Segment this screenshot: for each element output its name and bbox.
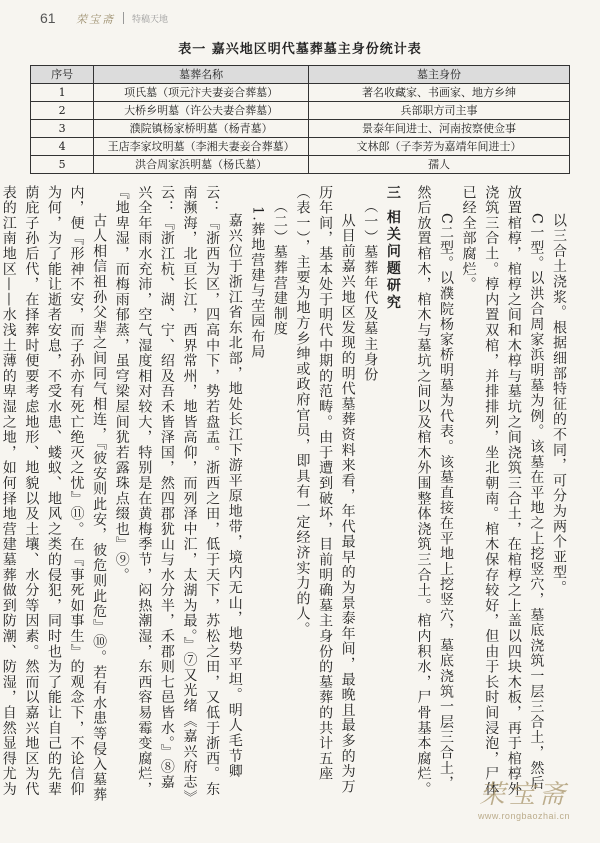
tomb-statistics-table <box>30 65 570 174</box>
page-header <box>0 0 600 34</box>
table-row <box>31 156 570 174</box>
sub-subsection-heading: 1.葬地营建与茔园布局 <box>249 206 266 360</box>
column-header-tomb-name: 墓葬名称 <box>94 66 309 84</box>
watermark-url: www.rongbaozhai.cn <box>477 811 570 821</box>
table-cell: 洪合周家浜明墓（杨氏墓） <box>94 156 309 174</box>
paragraph: 从目前嘉兴地区发现的明代墓葬资料来看，年代最早的为景泰年间，最晚且最多的为万历年间，基本处于明代中期的范畴。由于遭到破坏，目前明确墓主身份的墓葬的共计五座（表一），主要为地方乡绅或政府官员，即具有一定经济实力的人。 <box>294 185 356 795</box>
table-cell: 文林郎（子李芳为嘉靖年间进士） <box>309 138 570 156</box>
table-header-row <box>31 66 570 84</box>
table-cell: 3 <box>31 120 94 138</box>
table-cell: 王店李家坟明墓（李湘夫妻妾合葬墓） <box>94 138 309 156</box>
table-cell: 大桥乡明墓（许公夫妻合葬墓） <box>94 102 309 120</box>
spacer <box>404 185 412 803</box>
table-cell: 濮院镇杨家桥明墓（杨青墓） <box>94 120 309 138</box>
table-row <box>31 120 570 138</box>
header-divider <box>123 12 124 24</box>
table-cell: 景泰年间进士、河南按察使佥事 <box>309 120 570 138</box>
subsection-heading: （一）墓葬年代及墓主身份 <box>362 199 379 383</box>
table-cell: 项氏墓（项元汴夫妻妾合葬墓） <box>94 84 309 102</box>
paragraph: 嘉兴位于浙江省东北部，地处长江下游平原地带，境内无山，地势平坦。明人毛节卿云：『浙西为区，四高中下，势若盘盂。浙西之田，低于天下，苏松之田，又低于浙西。东南濒海，北亘长江，西界常州，地皆高仰，而列泽中汇，太湖为最。』⑦又光绪《嘉兴府志》云：『浙江杭、湖、宁、绍及吾禾皆泽国，然四郡犹山与水分半，禾郡则七邑皆水。』⑧嘉兴全年雨水充沛，空气湿度相对较大，特别是在黄梅季节，闷热潮湿，东西容易霉变腐烂，『地卑湿，而梅雨郁蒸，虽穹梁屋间犹若露珠点缀也』⑨。 <box>113 185 243 799</box>
table-cell: 著名收藏家、书画家、地方乡绅 <box>309 84 570 102</box>
article-body <box>0 185 570 803</box>
table-cell: 5 <box>31 156 94 174</box>
watermark-logo: 荣宝斋 <box>478 780 569 810</box>
table-cell: 1 <box>31 84 94 102</box>
paragraph: C一型。以洪合周家浜明墓为例。该墓在平地之上挖竖穴，墓底浇筑一层三合土，然后放置棺椁，棺椁之间和木椁与墓坑之间浇筑三合土，在棺椁之上盖以四块木板，再于棺椁外浇筑三合土。椁内置双棺，并排排列，坐北朝南。棺木保存较好，但由于长时间浸泡，尸体已经全部腐烂。 <box>460 185 545 797</box>
page-number: 61 <box>40 10 56 26</box>
paragraph: C二型。以濮院杨家桥明墓为代表。该墓直接在平地上挖竖穴，墓底浇筑一层三合土，然后放置棺木，棺木与墓坑之间以及棺木外围整体浇筑三合土。棺内积水，尸骨基本腐烂。 <box>415 185 455 797</box>
subsection-heading: （二）墓葬营建制度 <box>271 199 288 337</box>
table-row <box>31 138 570 156</box>
table-cell: 孺人 <box>309 156 570 174</box>
column-header-number: 序号 <box>31 66 94 84</box>
table-row <box>31 84 570 102</box>
table-cell: 兵部职方司主事 <box>309 102 570 120</box>
table-title: 表一 嘉兴地区明代墓葬墓主身份统计表 <box>178 42 422 57</box>
table-row <box>31 102 570 120</box>
table-cell: 4 <box>31 138 94 156</box>
brand-logo: 荣宝斋 <box>76 13 115 26</box>
paragraph: 古人相信祖孙父辈之间同气相连，『彼安则此安，彼危则此危』⑩。若有水患等侵入墓葬内，便『形神不安，而子孙亦有死亡绝灭之忧』⑪。在『事死如事生』的观念下，不论信仰为何，为了能让逝者安息，不受水患、蝼蚁、地风之类的侵犯，同时也为了能让自己的先辈荫庇子孙后代，在择葬时便要考虑地形、地貌以及土壤、水分等因素。然而以嘉兴地区为代表的江南地区——水浅土薄的卑湿之地，如何择地营建墓葬做到防潮、防湿，自然显得尤为 <box>0 185 108 803</box>
section-label: 特稿天地 <box>132 15 169 25</box>
section-heading: 三 相关问题研究 <box>384 185 401 312</box>
watermark <box>478 774 570 821</box>
column-header-owner-identity: 墓主身份 <box>309 66 570 84</box>
paragraph: 以三合土浇浆。根据细部特征的不同，可分为两个亚型。 <box>551 213 567 596</box>
table-cell: 2 <box>31 102 94 120</box>
